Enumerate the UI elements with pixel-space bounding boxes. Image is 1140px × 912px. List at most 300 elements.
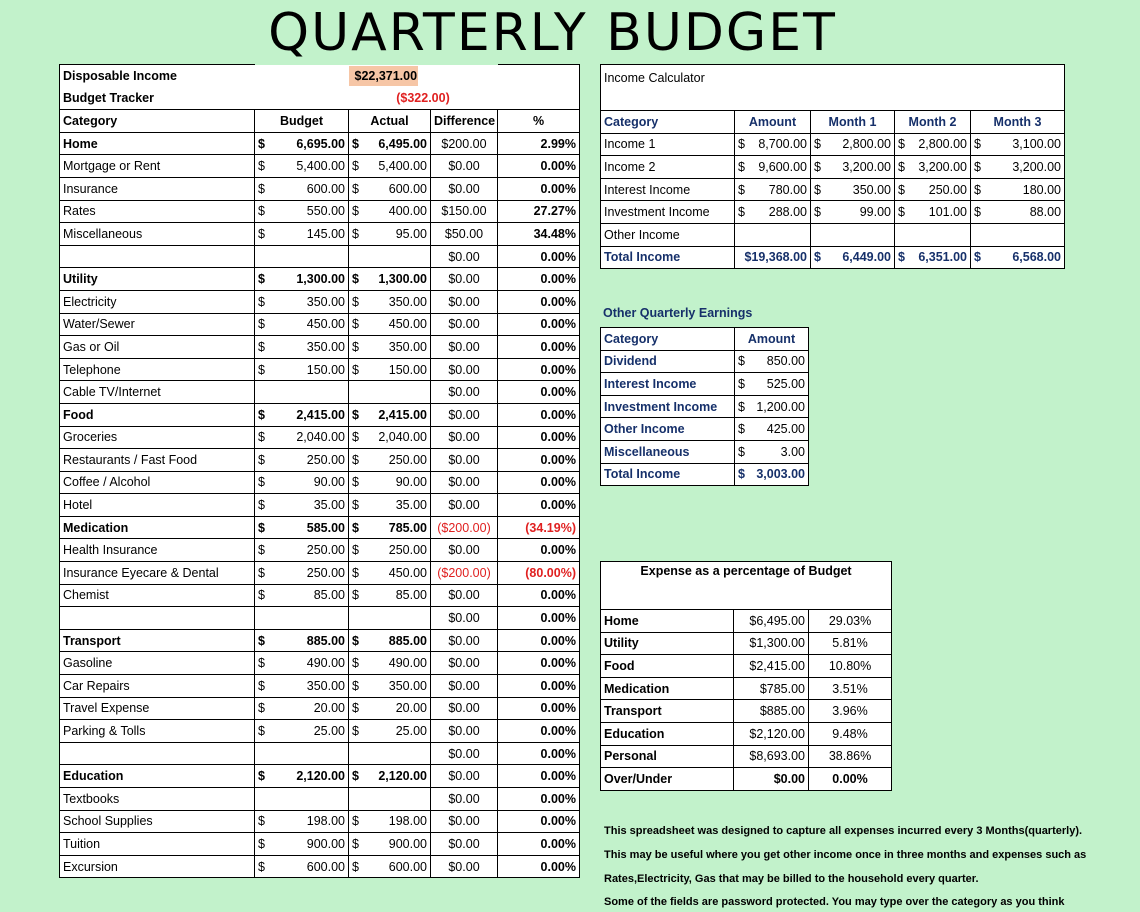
other-earnings-amount-value: 525.00 — [766, 376, 805, 391]
income-calc-header-1: Amount — [735, 111, 811, 134]
row-name[interactable]: Miscellaneous — [60, 223, 255, 246]
note-line-2: This may be useful where you get other income once in three months and expenses such as — [604, 849, 1087, 861]
table-row — [60, 449, 580, 472]
row-name[interactable]: Travel Expense — [60, 697, 255, 720]
other-earnings-total-row — [601, 463, 809, 486]
category-row — [60, 765, 580, 788]
row-budget-value: 85.00 — [313, 588, 345, 603]
row-budget — [255, 358, 349, 381]
row-actual-currency: $ — [352, 543, 359, 558]
row-name[interactable]: Mortgage or Rent — [60, 155, 255, 178]
income-total-m1 — [811, 246, 895, 269]
row-difference: $0.00 — [431, 742, 498, 765]
row-actual-value: 2,415.00 — [378, 407, 427, 422]
row-budget-currency: $ — [258, 475, 265, 490]
income-calc-header-0: Category — [601, 111, 735, 134]
other-earnings-amount-value: 3.00 — [780, 444, 805, 459]
other-earnings-table — [600, 327, 809, 486]
row-budget-value: 198.00 — [306, 814, 345, 829]
row-percent: 0.00% — [498, 245, 580, 268]
budget-header-row — [60, 110, 580, 133]
row-name[interactable]: Insurance — [60, 177, 255, 200]
row-budget — [255, 381, 349, 404]
income-row-amount-value: 780.00 — [768, 182, 807, 197]
row-actual — [349, 290, 431, 313]
expense-percentage-title: Expense as a percentage of Budget — [601, 562, 892, 610]
row-actual-value: 85.00 — [395, 588, 427, 603]
income-calc-header-4: Month 3 — [971, 111, 1065, 134]
row-actual-currency: $ — [352, 294, 359, 309]
row-difference: $0.00 — [431, 177, 498, 200]
row-actual-value: 250.00 — [388, 543, 427, 558]
row-actual-currency: $ — [352, 588, 359, 603]
row-actual-value: 150.00 — [388, 362, 427, 377]
row-actual — [349, 652, 431, 675]
expense-pct-percent: 9.48% — [809, 722, 892, 745]
row-actual-currency: $ — [352, 769, 359, 784]
income-row-m3 — [971, 156, 1065, 179]
row-name[interactable]: Car Repairs — [60, 675, 255, 698]
row-budget-currency: $ — [258, 678, 265, 693]
income-total-row — [601, 246, 1065, 269]
income-row-amount — [735, 133, 811, 156]
row-actual-value: 35.00 — [395, 498, 427, 513]
income-row-m1-value: 2,800.00 — [842, 137, 891, 152]
row-budget-currency: $ — [258, 543, 265, 558]
income-row — [601, 156, 1065, 179]
income-row-name[interactable]: Income 1 — [601, 133, 735, 156]
category-row — [60, 403, 580, 426]
row-percent: 0.00% — [498, 855, 580, 878]
income-row-m3-currency: $ — [974, 137, 981, 152]
row-actual — [349, 403, 431, 426]
row-budget — [255, 833, 349, 856]
table-row — [60, 810, 580, 833]
row-budget — [255, 516, 349, 539]
row-actual-value: 95.00 — [395, 226, 427, 241]
row-percent: 34.48% — [498, 223, 580, 246]
budget-tracker-label: Budget Tracker — [60, 87, 255, 110]
row-budget — [255, 697, 349, 720]
income-row-amount-value: 9,600.00 — [758, 159, 807, 174]
row-budget-currency: $ — [258, 339, 265, 354]
row-budget — [255, 675, 349, 698]
other-earnings-amount — [735, 373, 809, 396]
row-difference: $0.00 — [431, 313, 498, 336]
income-row-m2-currency: $ — [898, 205, 905, 220]
row-percent: 0.00% — [498, 268, 580, 291]
row-difference: ($200.00) — [431, 516, 498, 539]
row-name[interactable]: Restaurants / Fast Food — [60, 449, 255, 472]
income-calculator-table — [600, 64, 1065, 269]
other-earnings-amount — [735, 418, 809, 441]
table-row — [60, 855, 580, 878]
table-row — [60, 788, 580, 811]
row-actual — [349, 449, 431, 472]
row-budget-value: 90.00 — [313, 475, 345, 490]
expense-pct-name: Food — [601, 655, 734, 678]
expense-pct-percent: 3.96% — [809, 700, 892, 723]
row-percent: 27.27% — [498, 200, 580, 223]
row-actual-currency: $ — [352, 633, 359, 648]
row-name[interactable]: Gasoline — [60, 652, 255, 675]
row-budget — [255, 223, 349, 246]
income-calculator-title: Income Calculator — [601, 65, 1065, 111]
expense-pct-amount: $785.00 — [734, 677, 809, 700]
row-name[interactable]: Utility — [60, 268, 255, 291]
table-row — [60, 562, 580, 585]
row-percent: 0.00% — [498, 607, 580, 630]
row-budget-currency: $ — [258, 430, 265, 445]
row-percent: 0.00% — [498, 313, 580, 336]
other-earnings-name[interactable]: Other Income — [601, 418, 735, 441]
table-row — [60, 675, 580, 698]
expense-pct-percent: 3.51% — [809, 677, 892, 700]
row-budget-value: 450.00 — [306, 317, 345, 332]
row-budget-currency: $ — [258, 317, 265, 332]
other-earnings-row — [601, 395, 809, 418]
other-earnings-title: Other Quarterly Earnings — [603, 306, 753, 320]
row-name[interactable]: Chemist — [60, 584, 255, 607]
row-difference: $0.00 — [431, 381, 498, 404]
row-percent: 0.00% — [498, 629, 580, 652]
row-budget-currency: $ — [258, 136, 265, 151]
row-budget-value: 885.00 — [306, 633, 345, 648]
note-line-1: This spreadsheet was designed to capture all expenses incurred every 3 Months(quarterly). — [604, 825, 1083, 837]
table-row — [60, 607, 580, 630]
table-row — [60, 720, 580, 743]
table-row — [60, 539, 580, 562]
row-budget — [255, 290, 349, 313]
row-actual-value: 490.00 — [388, 656, 427, 671]
income-row-m1-value: 99.00 — [859, 205, 891, 220]
other-earnings-name[interactable]: Miscellaneous — [601, 440, 735, 463]
row-percent: 0.00% — [498, 810, 580, 833]
expense-pct-name: Transport — [601, 700, 734, 723]
row-actual-currency: $ — [352, 475, 359, 490]
row-name[interactable]: Water/Sewer — [60, 313, 255, 336]
row-percent: 0.00% — [498, 833, 580, 856]
row-actual-value: 2,120.00 — [378, 769, 427, 784]
income-row-amount-currency: $ — [738, 159, 745, 174]
budget-tracker-value: ($322.00) — [349, 87, 498, 110]
income-calc-header-3: Month 2 — [895, 111, 971, 134]
row-budget-value: 585.00 — [306, 520, 345, 535]
row-budget-currency: $ — [258, 656, 265, 671]
row-actual — [349, 810, 431, 833]
other-earnings-row — [601, 373, 809, 396]
row-budget — [255, 200, 349, 223]
row-difference: $0.00 — [431, 471, 498, 494]
income-row-m2-currency: $ — [898, 182, 905, 197]
expense-pct-row — [601, 700, 892, 723]
other-earnings-name[interactable]: Dividend — [601, 350, 735, 373]
row-name[interactable]: Cable TV/Internet — [60, 381, 255, 404]
row-difference: ($200.00) — [431, 562, 498, 585]
row-budget-value: 2,040.00 — [296, 430, 345, 445]
income-row-m3-currency: $ — [974, 205, 981, 220]
row-budget — [255, 742, 349, 765]
row-actual-currency: $ — [352, 181, 359, 196]
other-earnings-header-row — [601, 328, 809, 351]
row-budget — [255, 132, 349, 155]
other-earnings-amount-currency: $ — [738, 376, 745, 391]
row-name[interactable] — [60, 607, 255, 630]
expense-pct-name: Education — [601, 722, 734, 745]
income-row-m2-value: 101.00 — [928, 205, 967, 220]
income-row-m1-currency: $ — [814, 159, 821, 174]
note-line-3: Rates,Electricity, Gas that may be billed to the household every quarter. — [604, 873, 979, 885]
row-actual — [349, 539, 431, 562]
row-name[interactable]: Electricity — [60, 290, 255, 313]
income-calc-header-2: Month 1 — [811, 111, 895, 134]
row-budget-currency: $ — [258, 814, 265, 829]
row-percent: 0.00% — [498, 177, 580, 200]
row-difference: $0.00 — [431, 810, 498, 833]
income-row-m2-value: 3,200.00 — [918, 159, 967, 174]
other-earnings-total-amount — [735, 463, 809, 486]
row-actual-currency: $ — [352, 701, 359, 716]
income-total-m2 — [895, 246, 971, 269]
expense-pct-row — [601, 610, 892, 633]
row-budget-currency: $ — [258, 181, 265, 196]
row-budget-currency: $ — [258, 272, 265, 287]
row-difference: $0.00 — [431, 290, 498, 313]
row-budget — [255, 652, 349, 675]
income-row-m3-currency: $ — [974, 159, 981, 174]
income-row-m2 — [895, 223, 971, 246]
row-percent: 0.00% — [498, 403, 580, 426]
table-row — [60, 336, 580, 359]
row-percent: 2.99% — [498, 132, 580, 155]
row-budget-value: 150.00 — [306, 362, 345, 377]
row-budget-value: 250.00 — [306, 543, 345, 558]
disposable-income-label: Disposable Income — [60, 65, 255, 88]
other-earnings-name[interactable]: Investment Income — [601, 395, 735, 418]
income-row-m1-currency: $ — [814, 137, 821, 152]
row-name[interactable]: Hotel — [60, 494, 255, 517]
table-row — [60, 381, 580, 404]
table-row — [60, 584, 580, 607]
row-name[interactable]: Groceries — [60, 426, 255, 449]
other-earnings-total-amount-value: 3,003.00 — [756, 467, 805, 482]
row-budget — [255, 336, 349, 359]
row-difference: $0.00 — [431, 765, 498, 788]
row-difference: $0.00 — [431, 607, 498, 630]
table-row — [60, 471, 580, 494]
row-budget — [255, 607, 349, 630]
table-row — [60, 652, 580, 675]
other-earnings-amount-currency: $ — [738, 422, 745, 437]
income-total-amount: $19,368.00 — [735, 246, 811, 269]
row-difference: $0.00 — [431, 697, 498, 720]
row-difference: $0.00 — [431, 652, 498, 675]
income-row-m3 — [971, 133, 1065, 156]
row-percent: (34.19%) — [498, 516, 580, 539]
row-actual-value: 250.00 — [388, 452, 427, 467]
income-row-m1-value: 350.00 — [852, 182, 891, 197]
expense-pct-amount: $0.00 — [734, 768, 809, 791]
row-name[interactable]: Education — [60, 765, 255, 788]
budget-header-3: Difference — [431, 110, 498, 133]
income-row-m1 — [811, 178, 895, 201]
expense-pct-percent: 5.81% — [809, 632, 892, 655]
row-actual-currency: $ — [352, 859, 359, 874]
row-difference: $0.00 — [431, 268, 498, 291]
other-earnings-row — [601, 440, 809, 463]
row-budget-value: 600.00 — [306, 859, 345, 874]
row-actual — [349, 742, 431, 765]
income-row-m2-value: 250.00 — [928, 182, 967, 197]
row-budget-currency: $ — [258, 701, 265, 716]
row-budget — [255, 788, 349, 811]
row-actual-value: 2,040.00 — [378, 430, 427, 445]
expense-percentage-table — [600, 561, 892, 791]
income-row-name[interactable]: Other Income — [601, 223, 735, 246]
row-name[interactable]: Parking & Tolls — [60, 720, 255, 743]
income-row-name[interactable]: Investment Income — [601, 201, 735, 224]
row-difference: $0.00 — [431, 358, 498, 381]
expense-pct-amount: $885.00 — [734, 700, 809, 723]
budget-tracker-row — [60, 87, 580, 110]
row-name[interactable]: Food — [60, 403, 255, 426]
row-difference: $0.00 — [431, 155, 498, 178]
row-percent: 0.00% — [498, 652, 580, 675]
expense-pct-row — [601, 722, 892, 745]
expense-pct-amount: $8,693.00 — [734, 745, 809, 768]
expense-pct-amount: $1,300.00 — [734, 632, 809, 655]
row-budget-value: 2,120.00 — [296, 769, 345, 784]
budget-table — [59, 64, 580, 878]
row-actual — [349, 155, 431, 178]
row-name[interactable]: Insurance Eyecare & Dental — [60, 562, 255, 585]
row-actual-value: 5,400.00 — [378, 159, 427, 174]
row-budget-currency: $ — [258, 294, 265, 309]
row-name[interactable]: School Supplies — [60, 810, 255, 833]
row-name[interactable]: Telephone — [60, 358, 255, 381]
row-percent: 0.00% — [498, 426, 580, 449]
income-row-m2 — [895, 156, 971, 179]
expense-pct-percent: 0.00% — [809, 768, 892, 791]
other-earnings-header-1: Amount — [735, 328, 809, 351]
income-calculator-title-row — [601, 65, 1065, 111]
row-budget-currency: $ — [258, 226, 265, 241]
row-percent: 0.00% — [498, 788, 580, 811]
row-difference: $0.00 — [431, 403, 498, 426]
disposable-income-value: 22,371.00 — [361, 69, 418, 84]
income-total-m1-currency: $ — [814, 250, 821, 265]
row-name[interactable] — [60, 245, 255, 268]
row-name[interactable]: Home — [60, 132, 255, 155]
income-row-amount — [735, 178, 811, 201]
row-name[interactable]: Medication — [60, 516, 255, 539]
row-name[interactable]: Excursion — [60, 855, 255, 878]
row-name[interactable]: Coffee / Alcohol — [60, 471, 255, 494]
budget-header-1: Budget — [255, 110, 349, 133]
row-actual-currency: $ — [352, 836, 359, 851]
row-actual — [349, 833, 431, 856]
other-earnings-amount-value: 850.00 — [766, 354, 805, 369]
row-actual-value: 350.00 — [388, 678, 427, 693]
income-row-m3-value: 3,200.00 — [1012, 159, 1062, 174]
income-row-amount-currency: $ — [738, 182, 745, 197]
expense-pct-percent: 29.03% — [809, 610, 892, 633]
row-name[interactable]: Gas or Oil — [60, 336, 255, 359]
row-budget-currency: $ — [258, 565, 265, 580]
row-budget-value: 6,695.00 — [296, 136, 345, 151]
row-actual — [349, 381, 431, 404]
other-earnings-name[interactable]: Interest Income — [601, 373, 735, 396]
row-actual — [349, 426, 431, 449]
row-budget — [255, 155, 349, 178]
budget-header-2: Actual — [349, 110, 431, 133]
income-row-m3-value: 180.00 — [1022, 182, 1062, 197]
note-line-4: Some of the fields are password protected. You may type over the category as you think — [604, 896, 1065, 908]
row-actual — [349, 313, 431, 336]
income-row-m3 — [971, 178, 1065, 201]
row-name[interactable]: Transport — [60, 629, 255, 652]
row-actual-value: 1,300.00 — [378, 272, 427, 287]
income-row-name[interactable]: Interest Income — [601, 178, 735, 201]
row-difference: $0.00 — [431, 788, 498, 811]
row-budget — [255, 245, 349, 268]
row-actual-value: 198.00 — [388, 814, 427, 829]
row-budget-value: 250.00 — [306, 452, 345, 467]
row-percent: 0.00% — [498, 742, 580, 765]
income-total-m3-value: 6,568.00 — [1012, 250, 1062, 265]
row-actual-currency: $ — [352, 452, 359, 467]
table-row — [60, 494, 580, 517]
row-actual-currency: $ — [352, 814, 359, 829]
expense-pct-percent: 10.80% — [809, 655, 892, 678]
row-name[interactable]: Rates — [60, 200, 255, 223]
disposable-income-currency: $ — [354, 69, 362, 84]
row-actual-value: 6,495.00 — [378, 136, 427, 151]
row-budget — [255, 494, 349, 517]
expense-pct-amount: $6,495.00 — [734, 610, 809, 633]
other-earnings-amount-currency: $ — [738, 354, 745, 369]
other-earnings-amount-value: 1,200.00 — [756, 399, 805, 414]
row-budget-value: 5,400.00 — [296, 159, 345, 174]
row-actual — [349, 584, 431, 607]
row-actual — [349, 200, 431, 223]
row-name[interactable] — [60, 742, 255, 765]
income-total-m2-currency: $ — [898, 250, 905, 265]
row-difference: $0.00 — [431, 494, 498, 517]
income-row-m3 — [971, 223, 1065, 246]
income-row-amount-currency: $ — [738, 205, 745, 220]
other-earnings-amount — [735, 395, 809, 418]
row-name[interactable]: Health Insurance — [60, 539, 255, 562]
row-name[interactable]: Textbooks — [60, 788, 255, 811]
row-percent: 0.00% — [498, 381, 580, 404]
row-budget-value: 145.00 — [306, 226, 345, 241]
income-total-m3-currency: $ — [974, 250, 981, 265]
row-actual-currency: $ — [352, 226, 359, 241]
income-row — [601, 201, 1065, 224]
row-budget-currency: $ — [258, 859, 265, 874]
row-budget-currency: $ — [258, 724, 265, 739]
row-name[interactable]: Tuition — [60, 833, 255, 856]
row-actual — [349, 471, 431, 494]
income-row-m2 — [895, 201, 971, 224]
row-percent: 0.00% — [498, 765, 580, 788]
income-row-name[interactable]: Income 2 — [601, 156, 735, 179]
income-row-m2-currency: $ — [898, 137, 905, 152]
table-row — [60, 313, 580, 336]
expense-pct-name: Personal — [601, 745, 734, 768]
income-row-m1-currency: $ — [814, 205, 821, 220]
